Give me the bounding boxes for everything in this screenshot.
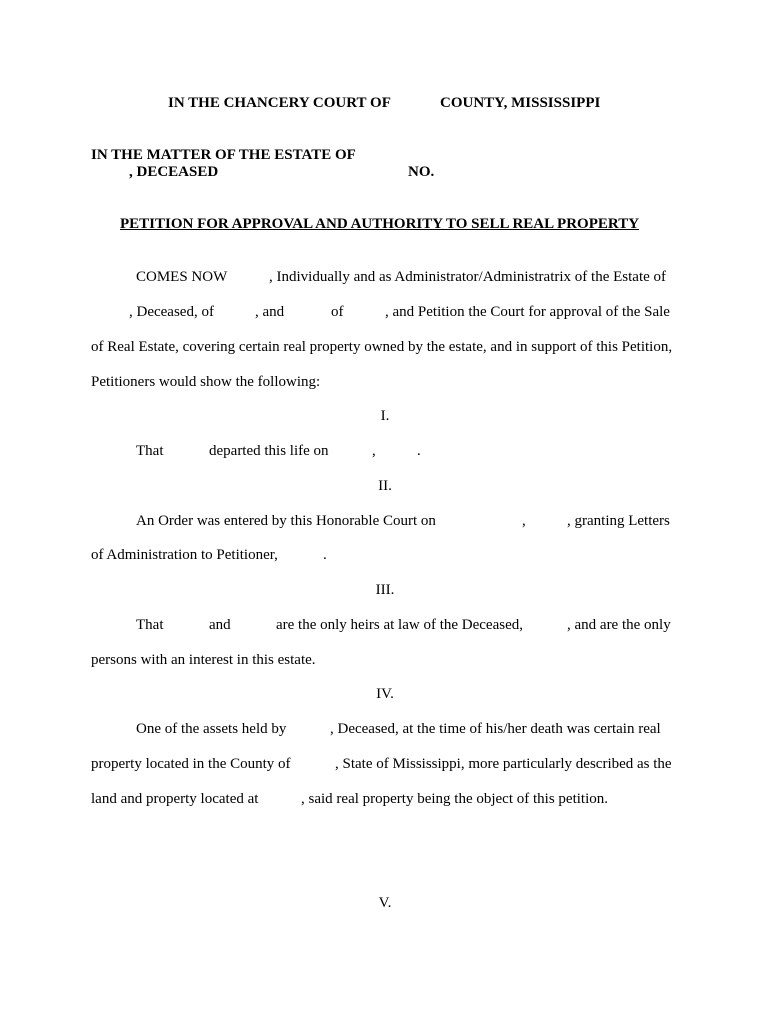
- intro-line-4: Petitioners would show the following:: [91, 374, 321, 390]
- section-3-numeral: III.: [375, 582, 395, 598]
- intro-line-2b: , and: [255, 304, 285, 320]
- intro-line-3: of Real Estate, covering certain real property owned by the estate, and in support of this Petition,: [91, 339, 673, 355]
- section-4-line-2a: property located in the County of: [91, 756, 291, 772]
- intro-line-2d: , and Petition the Court for approval of the Sale: [385, 304, 670, 320]
- section-2-line-1b: ,: [522, 513, 526, 529]
- section-3-line-1c: are the only heirs at law of the Deceased,: [276, 617, 523, 633]
- estate-matter-line: IN THE MATTER OF THE ESTATE OF: [91, 147, 356, 163]
- section-4-line-1b: , Deceased, at the time of his/her death was certain real: [330, 721, 661, 737]
- section-1-text-c: ,: [372, 443, 376, 459]
- section-4-line-3b: , said real property being the object of this petition.: [301, 791, 609, 807]
- intro-line-2a: , Deceased, of: [129, 304, 214, 320]
- section-4-numeral: IV.: [376, 686, 394, 702]
- intro-line-2c: of: [331, 304, 344, 320]
- section-2-numeral: II.: [378, 478, 392, 494]
- section-3-line-1d: , and are the only: [567, 617, 671, 633]
- section-3-line-2: persons with an interest in this estate.: [91, 652, 316, 668]
- section-2-line-2a: of Administration to Petitioner,: [91, 547, 278, 563]
- intro-line-1b: , Individually and as Administrator/Administratrix of the Estate of: [269, 269, 667, 285]
- deceased-line: , DECEASED: [129, 164, 219, 180]
- section-1-text-a: That: [136, 443, 164, 459]
- section-4-line-1a: One of the assets held by: [136, 721, 287, 737]
- section-1-text-b: departed this life on: [209, 443, 329, 459]
- section-4-line-3a: land and property located at: [91, 791, 259, 807]
- section-2-line-2b: .: [323, 547, 327, 563]
- section-1-text-d: .: [417, 443, 421, 459]
- petition-title: PETITION FOR APPROVAL AND AUTHORITY TO SELL REAL PROPERTY: [120, 216, 640, 232]
- court-name-prefix: IN THE CHANCERY COURT OF: [168, 95, 391, 111]
- section-3-line-1b: and: [209, 617, 231, 633]
- section-3-line-1a: That: [136, 617, 164, 633]
- section-2-line-1a: An Order was entered by this Honorable Court on: [136, 513, 436, 529]
- section-5-numeral: V.: [378, 895, 392, 911]
- section-2-line-1c: , granting Letters: [567, 513, 670, 529]
- intro-line-1a: COMES NOW: [136, 269, 228, 285]
- case-number-label: NO.: [408, 164, 435, 180]
- court-name-suffix: COUNTY, MISSISSIPPI: [440, 95, 601, 111]
- section-4-line-2b: , State of Mississippi, more particularly described as the: [335, 756, 672, 772]
- section-1-numeral: I.: [380, 408, 390, 424]
